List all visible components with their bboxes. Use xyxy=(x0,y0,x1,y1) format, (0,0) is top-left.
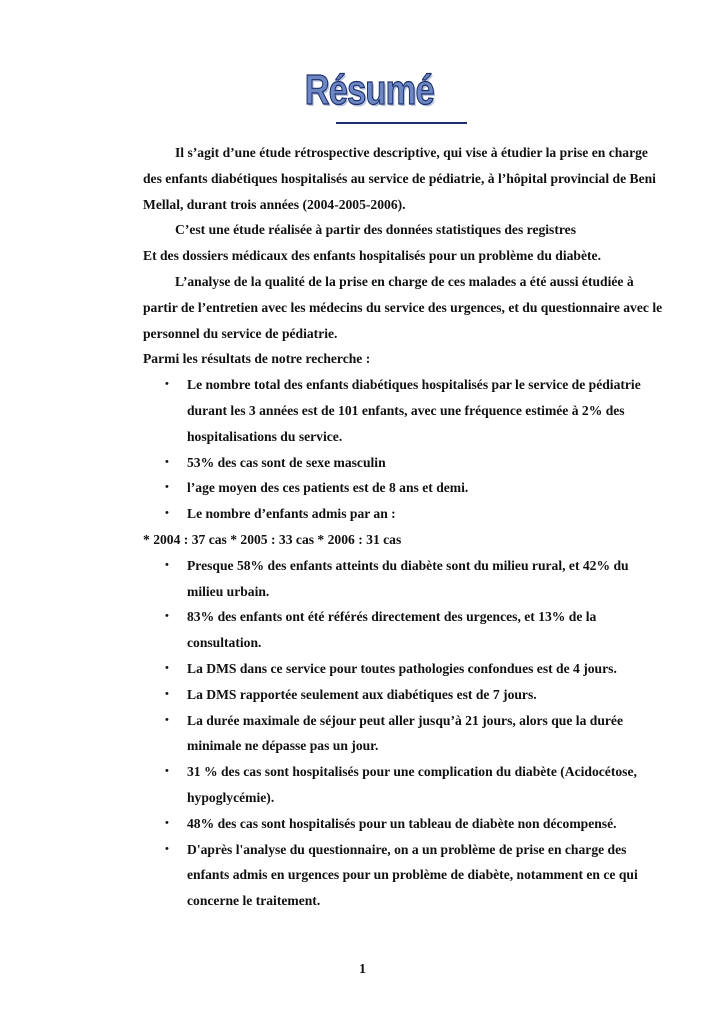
document-body xyxy=(143,140,663,914)
list-item: • 48% des cas sont hospitalisés pour un tableau de diabète non décompensé. xyxy=(143,811,663,837)
bullet-icon: • xyxy=(165,816,169,829)
page-title: Résumé xyxy=(304,66,434,113)
results-list-a xyxy=(143,372,663,527)
bullet-icon: • xyxy=(165,507,169,520)
bullet-icon: • xyxy=(165,558,169,571)
results-heading: Parmi les résultats de notre recherche : xyxy=(143,351,371,367)
list-item: • D'après l'analyse du questionnaire, on a un problème de prise en charge des enfants admis en urgences pour un problème de diabète, notamment en ce qui concerne le traitement. xyxy=(143,837,663,914)
list-item: • l’age moyen des ces patients est de 8 ans et demi. xyxy=(143,475,663,501)
bullet-icon: • xyxy=(165,481,169,494)
page-number: 1 xyxy=(359,962,366,977)
method-paragraph-line-2: Et des dossiers médicaux des enfants hospitalisés pour un problème du diabète. xyxy=(143,248,601,264)
list-item: • 53% des cas sont de sexe masculin xyxy=(143,450,663,476)
bullet-icon: • xyxy=(165,687,169,700)
list-item: • 83% des enfants ont été référés directement des urgences, et 13% de la consultation. xyxy=(143,604,663,656)
method-paragraph-line-1: C’est une étude réalisée à partir des données statistiques des registres xyxy=(175,222,576,238)
list-item: • 31 % des cas sont hospitalisés pour une complication du diabète (Acidocétose, hypoglycémie). xyxy=(143,759,663,811)
intro-paragraph: Il s’agit d’une étude rétrospective descriptive, qui vise à étudier la prise en charge des enfants diabétiques hospitalisés au service de pédiatrie, à l’hôpital provincial de Beni Mellal, durant trois années (2004-2005-2006). xyxy=(143,145,656,212)
bullet-icon: • xyxy=(165,842,169,855)
bullet-icon: • xyxy=(165,378,169,391)
analysis-paragraph: L’analyse de la qualité de la prise en charge de ces malades a été aussi étudiée à partir de l’entretien avec les médecins du service des urgences, et du questionnaire avec le personnel du service de pédiatrie. xyxy=(143,273,663,341)
list-item: • Presque 58% des enfants atteints du diabète sont du milieu rural, et 42% du milieu urbain. xyxy=(143,553,663,605)
bullet-icon: • xyxy=(165,455,169,468)
list-item: • La DMS dans ce service pour toutes pathologies confondues est de 4 jours. xyxy=(143,656,663,682)
results-list-b xyxy=(143,553,663,914)
bullet-icon: • xyxy=(165,610,169,623)
bullet-icon: • xyxy=(165,661,169,674)
list-item: • Le nombre d’enfants admis par an : xyxy=(143,501,663,527)
yearly-admissions-line: * 2004 : 37 cas * 2005 : 33 cas * 2006 : 31 cas xyxy=(143,531,402,547)
bullet-icon: • xyxy=(165,765,169,778)
list-item: • La DMS rapportée seulement aux diabétiques est de 7 jours. xyxy=(143,682,663,708)
bullet-icon: • xyxy=(165,713,169,726)
list-item: • Le nombre total des enfants diabétiques hospitalisés par le service de pédiatrie durant les 3 années est de 101 enfants, avec une fréquence estimée à 2% des hospitalisations du service. xyxy=(143,372,663,449)
title-underline xyxy=(336,122,467,124)
list-item: • La durée maximale de séjour peut aller jusqu’à 21 jours, alors que la durée minimale ne dépasse pas un jour. xyxy=(143,708,663,760)
